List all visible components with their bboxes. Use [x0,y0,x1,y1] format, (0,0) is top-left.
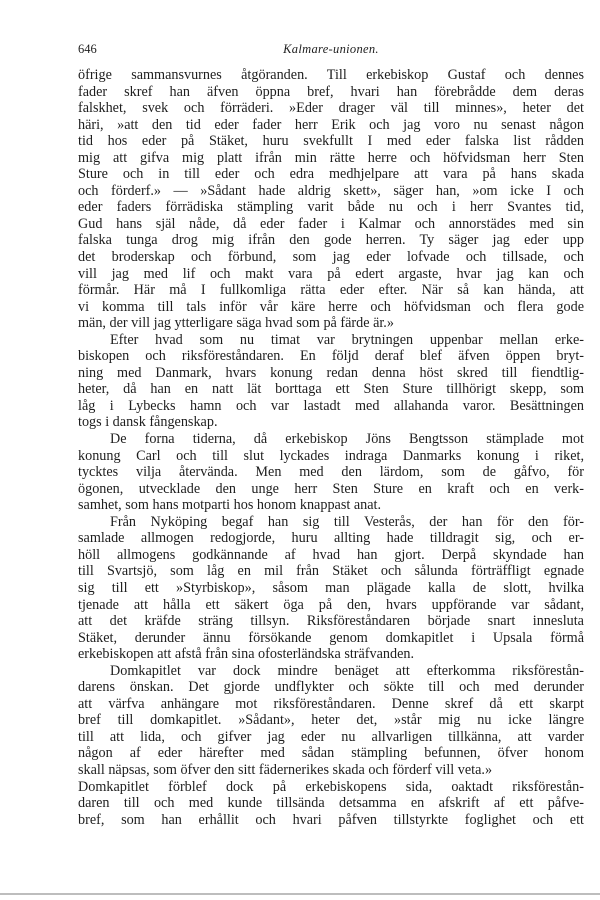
text-line: falska tunga drog mig ifrån den gode herren. Ty säger jag eder upp [78,232,584,249]
text-line: Efter hvad som nu timat var brytningen uppenbar mellan erke- [110,331,584,348]
text-line: darens önskan. Det gjorde undflykter och sökte till och med derunder [78,679,584,696]
text-line: tjenade att hålla ett säkert öga på den, hvars uppförande var sådant, [78,596,584,613]
text-line: ögonen, utvecklade den unge herr Sten Sture en kraft och en verk- [78,480,584,497]
text-line: daren till och med kunde tillsända detsamma en afskrift af ett påfve- [78,795,584,812]
text-line: vill jag med lif och makt vara på edert argaste, hvar jag kan och [78,265,584,282]
book-page [78,42,584,828]
text-line: och förderf.» — »Sådant hade aldrig skett», säger han, »om icke I och [78,182,584,199]
text-line: höll allmogens godkännande af hvad han gjort. Derpå skyndade han [78,546,584,563]
text-line: eder faders förrädiska stämpling varit både nu och i herr Svantes tid, [78,199,584,216]
text-line: fader skref han äfven öppna bref, hvari han förebrådde dem deras [78,83,584,100]
text-line: Sture och in till eder och edra medhjelpare att vara på hans skada [78,166,584,183]
text-line: låg i Lybecks hamn och var lastadt med allahanda varor. Besättningen [78,397,584,414]
text-line: ning med Danmark, hvars konung redan denna höst skred till fiendtlig- [78,364,584,381]
text-line: sig till ett »Styrbiskop», såsom man plägade kalla de slott, hvilka [78,579,584,596]
text-line: bref, som han erhållit och hvari påfven tillstyrkte foglighet och ett [78,811,584,828]
page-number: 646 [78,42,97,56]
text-line: skall näpsas, som öfver den sitt fädernerikes skada och förderf vill veta.» [78,761,493,778]
text-line: erkebiskopen att afstå från sina ofosterländska sträfvanden. [78,646,415,663]
text-line: heter, då han en natt lät borttaga ett Sten Sture tillhörigt skepp, som [78,381,584,398]
text-line: det broderskap och förbund, som jag eder lofvade och tillsade, och [78,249,584,266]
text-line: häri, »att den tid eder fader herr Erik och jag voro nu senast någon [78,116,584,133]
running-title: Kalmare-unionen. [283,42,379,56]
text-line: mig att gifva mig platt ifrån min rätte herre och höfvidsman herr Sten [78,149,584,166]
text-line: konung Carl och till slut lyckades indraga Danmarks konung i riket, [78,447,584,464]
body-text [78,67,584,828]
text-line: öfrige sammansvurnes åtgöranden. Till erkebiskop Gustaf och dennes [78,67,584,83]
text-line: De forna tiderna, då erkebiskop Jöns Bengtsson stämplade mot [110,431,584,448]
text-line: samlade allmogen redogjorde, huru allting hade tilldragit sig, och er- [78,530,584,547]
text-line: att det kräfde sträng tillsyn. Riksföreståndaren började snart innesluta [78,613,584,630]
text-line: Domkapitlet förblef dock på erkebiskopens sida, oaktadt riksförestån- [78,778,584,795]
text-line: samhet, som hans motparti hos honom knappast anat. [78,497,382,514]
text-line: män, der vill jag ytterligare säga hvad som på färde är.» [78,315,394,332]
text-line: tid hos eder på Stäket, huru svekfullt I med eder falska list rådden [78,133,584,150]
text-line: förmår. Här må I fullkomliga rätta eder efter. När så kan hända, att [78,282,584,299]
text-line: någon af eder härefter med sådan stämpling befunnen, öfver honom [78,745,584,762]
text-line: till Svartsjö, som låg en mil från Stäket och sålunda förträffligt egnade [78,563,584,580]
text-line: bref till domkapitlet. »Sådant», heter det, »står mig nu icke längre [78,712,584,729]
text-line: tycktes vilja återvända. Men med den lärdom, som de gåfvo, för [78,464,584,481]
bottom-edge-rule [0,893,600,895]
text-line: Från Nyköping begaf han sig till Vesterås, der han för den för- [110,513,584,530]
text-line: falskhet, svek och förräderi. »Eder drager väl till minnes», heter det [78,100,584,117]
text-line: vi komma till tals inför vår käre herre och höfvidsman och flera gode [78,298,584,315]
text-line: Stäket, derunder ännu försökande genom domkapitlet i Upsala förmå [78,629,584,646]
text-line: att värfva anhängare mot riksföreståndaren. Denne skref då ett skarpt [78,695,584,712]
page-header [78,42,584,60]
text-line: Domkapitlet var dock mindre benäget att efterkomma riksförestån- [110,662,584,679]
text-line: till att lida, och gifver jag eder nu allvarligen tillkänna, att varder [78,728,584,745]
text-line: togs i dansk fångenskap. [78,414,218,431]
text-line: biskopen och riksföreståndaren. En följd deraf blef äfven öppen bryt- [78,348,584,365]
text-line: Gud hans själ nåde, då eder fader i Kalmar och annorstädes med sin [78,215,584,232]
